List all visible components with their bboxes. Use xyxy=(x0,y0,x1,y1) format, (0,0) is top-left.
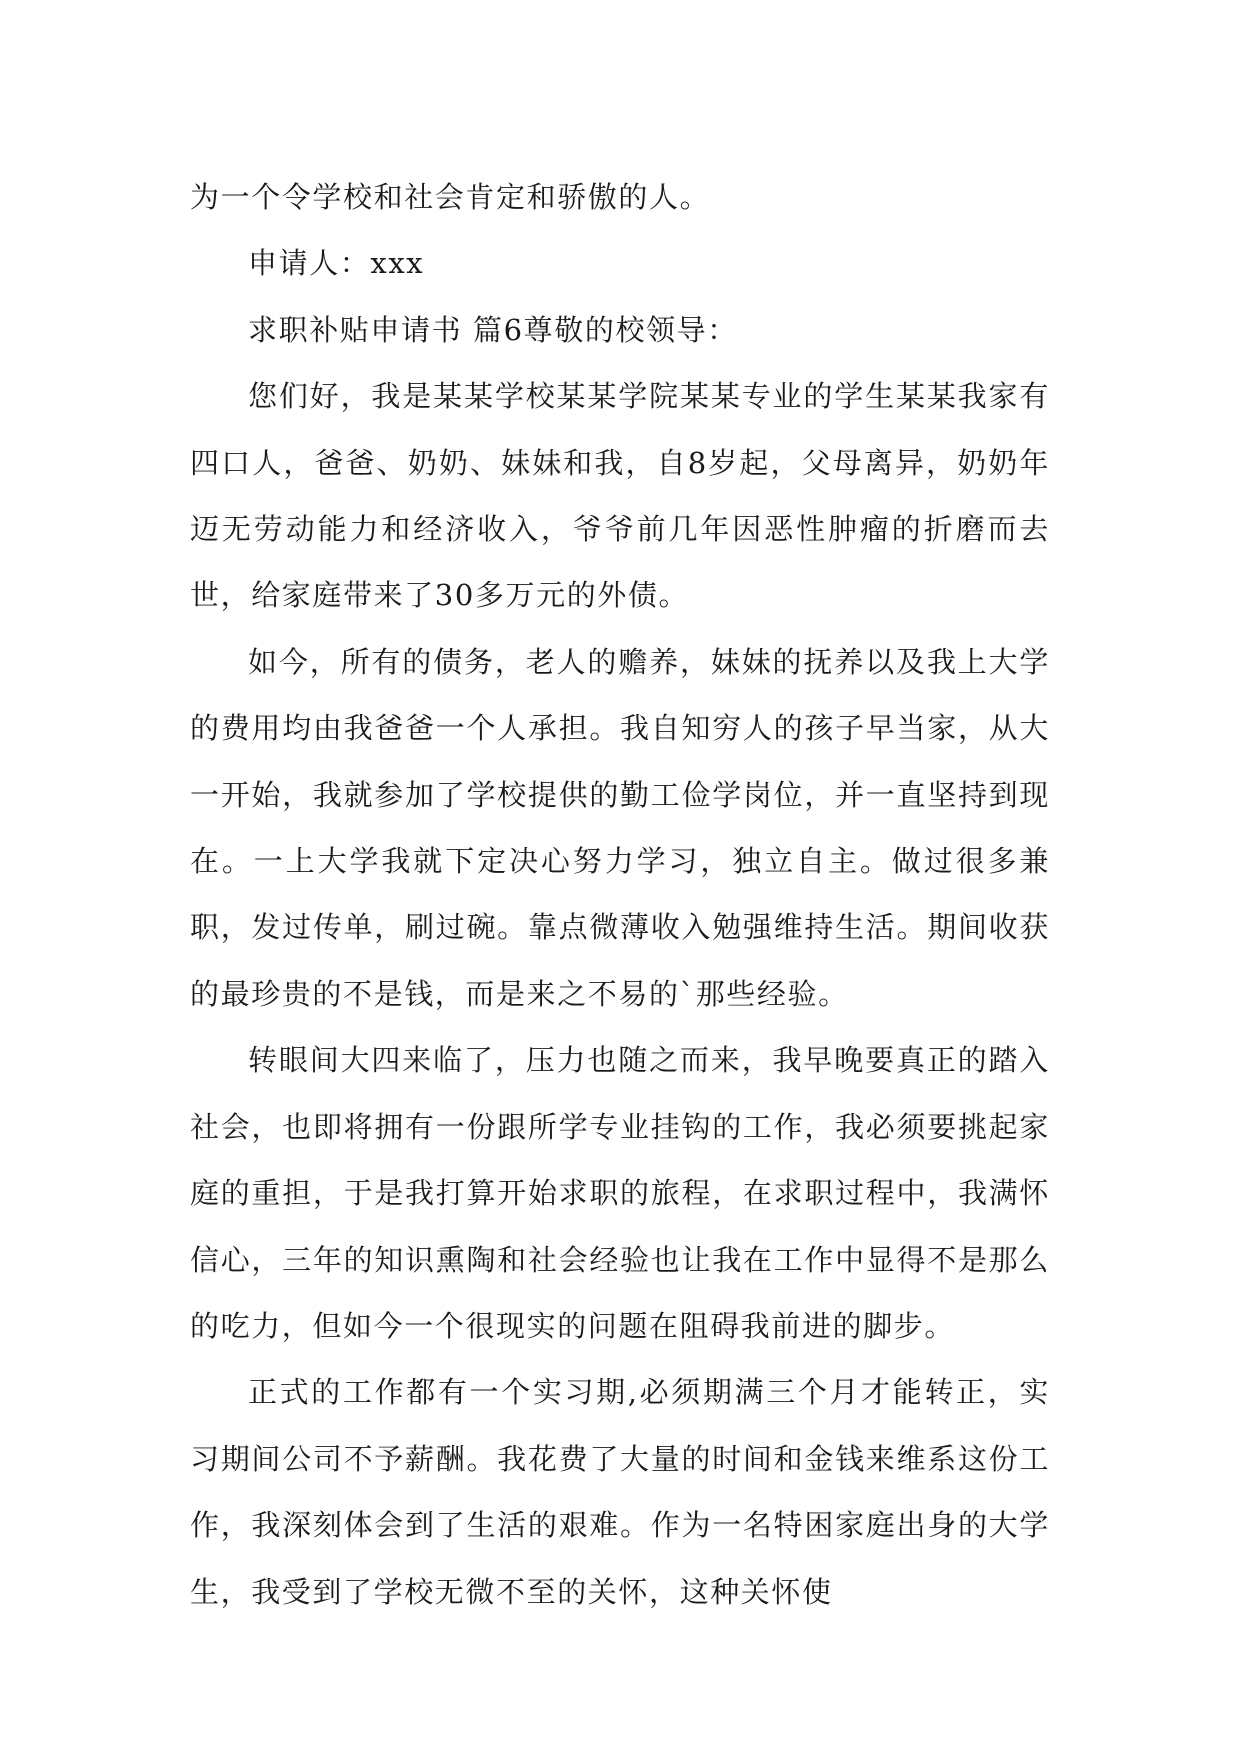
continuation-paragraph: 为一个令学校和社会肯定和骄傲的人。 xyxy=(190,180,711,214)
document-page xyxy=(190,164,1050,1625)
body-paragraph: 正式的工作都有一个实习期,必须期满三个月才能转正，实习期间公司不予薪酬。我花费了大量的时间和金钱来维系这份工作，我深刻体会到了生活的艰难。作为一名特困家庭出身的大学生，我受到了学校无微不至的关怀，这种关怀使 xyxy=(190,1375,1050,1609)
body-paragraph: 您们好，我是某某学校某某学院某某专业的学生某某我家有四口人，爸爸、奶奶、妹妹和我，自8岁起，父母离异，奶奶年迈无劳动能力和经济收入，爷爷前几年因恶性肿瘤的折磨而去世，给家庭带来了30多万元的外债。 xyxy=(190,379,1050,613)
section-heading: 求职补贴申请书 篇6尊敬的校领导： xyxy=(248,312,738,347)
applicant-signature: 申请人：xxx xyxy=(248,246,425,281)
body-paragraph: 如今，所有的债务，老人的赡养，妹妹的抚养以及我上大学的费用均由我爸爸一个人承担。我自知穷人的孩子早当家，从大一开始，我就参加了学校提供的勤工俭学岗位，并一直坚持到现在。一上大学我就下定决心努力学习，独立自主。做过很多兼职，发过传单，刷过碗。靠点微薄收入勉强维持生活。期间收获的最珍贵的不是钱，而是来之不易的`那些经验。 xyxy=(190,644,1050,1011)
body-paragraph: 转眼间大四来临了，压力也随之而来，我早晚要真正的踏入社会，也即将拥有一份跟所学专业挂钩的工作，我必须要挑起家庭的重担，于是我打算开始求职的旅程，在求职过程中，我满怀信心，三年的知识熏陶和社会经验也让我在工作中显得不是那么的吃力，但如今一个很现实的问题在阻碍我前进的脚步。 xyxy=(190,1043,1050,1343)
